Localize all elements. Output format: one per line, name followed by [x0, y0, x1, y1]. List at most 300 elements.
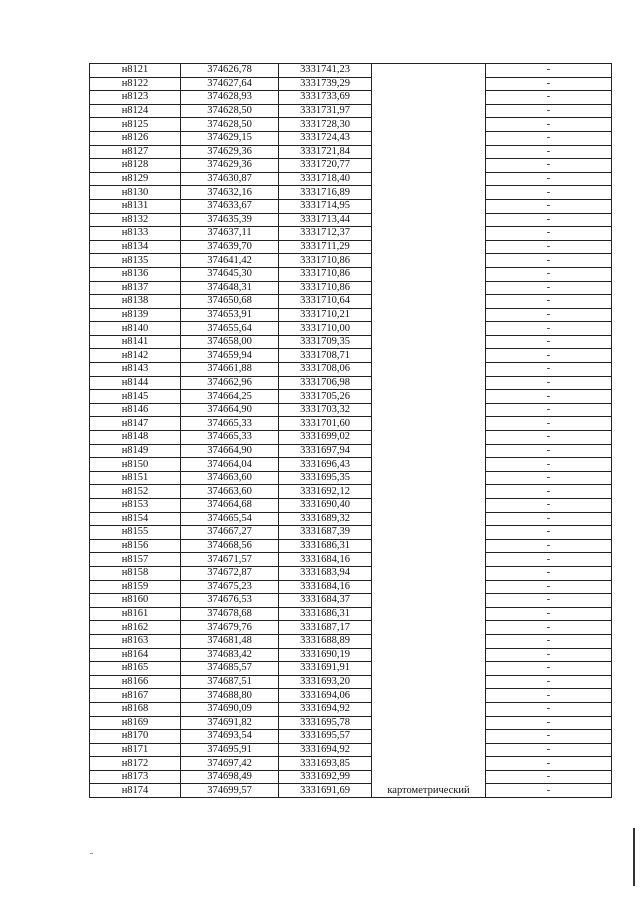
method-cell [372, 594, 486, 608]
accuracy-cell: - [486, 281, 612, 295]
method-cell [372, 295, 486, 309]
y-coordinate-cell: 3331692,12 [279, 485, 372, 499]
accuracy-cell: - [486, 458, 612, 472]
table-row [90, 716, 612, 730]
y-coordinate-cell: 3331710,86 [279, 267, 372, 281]
table-row [90, 213, 612, 227]
x-coordinate-cell: 374650,68 [181, 295, 279, 309]
method-cell [372, 403, 486, 417]
y-coordinate-cell: 3331686,31 [279, 607, 372, 621]
x-coordinate-cell: 374661,88 [181, 363, 279, 377]
table-row [90, 512, 612, 526]
method-cell [372, 64, 486, 78]
method-cell [372, 580, 486, 594]
method-cell [372, 376, 486, 390]
accuracy-cell: - [486, 376, 612, 390]
table-row [90, 580, 612, 594]
accuracy-cell: - [486, 716, 612, 730]
point-name-cell: н8133 [90, 227, 181, 241]
accuracy-cell: - [486, 594, 612, 608]
table-row [90, 91, 612, 105]
y-coordinate-cell: 3331716,89 [279, 186, 372, 200]
y-coordinate-cell: 3331684,16 [279, 553, 372, 567]
point-name-cell: н8125 [90, 118, 181, 132]
x-coordinate-cell: 374671,57 [181, 553, 279, 567]
table-row [90, 431, 612, 445]
accuracy-cell: - [486, 349, 612, 363]
method-cell [372, 621, 486, 635]
x-coordinate-cell: 374676,53 [181, 594, 279, 608]
accuracy-cell: - [486, 417, 612, 431]
point-name-cell: н8130 [90, 186, 181, 200]
x-coordinate-cell: 374668,56 [181, 539, 279, 553]
point-name-cell: н8171 [90, 743, 181, 757]
point-name-cell: н8159 [90, 580, 181, 594]
point-name-cell: н8150 [90, 458, 181, 472]
point-name-cell: н8164 [90, 648, 181, 662]
point-name-cell: н8165 [90, 662, 181, 676]
x-coordinate-cell: 374629,36 [181, 145, 279, 159]
method-cell [372, 186, 486, 200]
page-edge-mark [633, 828, 635, 886]
y-coordinate-cell: 3331687,17 [279, 621, 372, 635]
method-cell [372, 730, 486, 744]
table-row [90, 662, 612, 676]
y-coordinate-cell: 3331708,06 [279, 363, 372, 377]
point-name-cell: н8147 [90, 417, 181, 431]
x-coordinate-cell: 374663,60 [181, 471, 279, 485]
x-coordinate-cell: 374628,93 [181, 91, 279, 105]
point-name-cell: н8157 [90, 553, 181, 567]
x-coordinate-cell: 374697,42 [181, 757, 279, 771]
method-cell [372, 267, 486, 281]
point-name-cell: н8135 [90, 254, 181, 268]
y-coordinate-cell: 3331694,92 [279, 743, 372, 757]
scan-speck [90, 853, 93, 854]
table-row [90, 308, 612, 322]
table-row [90, 485, 612, 499]
x-coordinate-cell: 374690,09 [181, 702, 279, 716]
point-name-cell: н8124 [90, 104, 181, 118]
accuracy-cell: - [486, 186, 612, 200]
y-coordinate-cell: 3331688,89 [279, 634, 372, 648]
y-coordinate-cell: 3331692,99 [279, 770, 372, 784]
x-coordinate-cell: 374678,68 [181, 607, 279, 621]
method-cell [372, 390, 486, 404]
point-name-cell: н8153 [90, 499, 181, 513]
method-cell [372, 512, 486, 526]
method-cell [372, 91, 486, 105]
accuracy-cell: - [486, 91, 612, 105]
x-coordinate-cell: 374659,94 [181, 349, 279, 363]
point-name-cell: н8149 [90, 444, 181, 458]
accuracy-cell: - [486, 784, 612, 798]
accuracy-cell: - [486, 512, 612, 526]
table-row [90, 594, 612, 608]
table-row [90, 77, 612, 91]
table-row [90, 784, 612, 798]
y-coordinate-cell: 3331694,92 [279, 702, 372, 716]
accuracy-cell: - [486, 335, 612, 349]
point-name-cell: н8138 [90, 295, 181, 309]
point-name-cell: н8154 [90, 512, 181, 526]
y-coordinate-cell: 3331683,94 [279, 566, 372, 580]
method-cell [372, 159, 486, 173]
accuracy-cell: - [486, 621, 612, 635]
method-cell [372, 607, 486, 621]
point-name-cell: н8162 [90, 621, 181, 635]
table-row [90, 648, 612, 662]
method-cell [372, 675, 486, 689]
method-cell [372, 499, 486, 513]
x-coordinate-cell: 374695,91 [181, 743, 279, 757]
method-cell [372, 213, 486, 227]
y-coordinate-cell: 3331686,31 [279, 539, 372, 553]
method-cell [372, 335, 486, 349]
table-row [90, 539, 612, 553]
method-cell [372, 566, 486, 580]
accuracy-cell: - [486, 757, 612, 771]
y-coordinate-cell: 3331694,06 [279, 689, 372, 703]
table-row [90, 526, 612, 540]
accuracy-cell: - [486, 648, 612, 662]
x-coordinate-cell: 374663,60 [181, 485, 279, 499]
method-cell [372, 349, 486, 363]
x-coordinate-cell: 374635,39 [181, 213, 279, 227]
table-row [90, 757, 612, 771]
x-coordinate-cell: 374667,27 [181, 526, 279, 540]
point-name-cell: н8127 [90, 145, 181, 159]
table-row [90, 186, 612, 200]
table-row [90, 64, 612, 78]
table-row [90, 349, 612, 363]
y-coordinate-cell: 3331708,71 [279, 349, 372, 363]
accuracy-cell: - [486, 539, 612, 553]
method-cell [372, 553, 486, 567]
point-name-cell: н8170 [90, 730, 181, 744]
accuracy-cell: - [486, 485, 612, 499]
y-coordinate-cell: 3331695,35 [279, 471, 372, 485]
table-row [90, 118, 612, 132]
accuracy-cell: - [486, 471, 612, 485]
table-row [90, 376, 612, 390]
x-coordinate-cell: 374679,76 [181, 621, 279, 635]
method-cell [372, 743, 486, 757]
table-row [90, 471, 612, 485]
y-coordinate-cell: 3331714,95 [279, 199, 372, 213]
accuracy-cell: - [486, 145, 612, 159]
x-coordinate-cell: 374687,51 [181, 675, 279, 689]
method-cell [372, 662, 486, 676]
accuracy-cell: - [486, 295, 612, 309]
point-name-cell: н8132 [90, 213, 181, 227]
method-cell [372, 770, 486, 784]
x-coordinate-cell: 374632,16 [181, 186, 279, 200]
x-coordinate-cell: 374639,70 [181, 240, 279, 254]
y-coordinate-cell: 3331711,29 [279, 240, 372, 254]
table-row [90, 444, 612, 458]
table-row [90, 417, 612, 431]
method-cell [372, 716, 486, 730]
point-name-cell: н8143 [90, 363, 181, 377]
y-coordinate-cell: 3331713,44 [279, 213, 372, 227]
point-name-cell: н8172 [90, 757, 181, 771]
point-name-cell: н8123 [90, 91, 181, 105]
method-cell [372, 417, 486, 431]
accuracy-cell: - [486, 104, 612, 118]
table-row [90, 499, 612, 513]
y-coordinate-cell: 3331701,60 [279, 417, 372, 431]
x-coordinate-cell: 374630,87 [181, 172, 279, 186]
accuracy-cell: - [486, 730, 612, 744]
table-row [90, 363, 612, 377]
y-coordinate-cell: 3331718,40 [279, 172, 372, 186]
point-name-cell: н8167 [90, 689, 181, 703]
x-coordinate-cell: 374672,87 [181, 566, 279, 580]
accuracy-cell: - [486, 363, 612, 377]
table-row [90, 131, 612, 145]
method-cell [372, 131, 486, 145]
method-cell [372, 145, 486, 159]
y-coordinate-cell: 3331695,57 [279, 730, 372, 744]
y-coordinate-cell: 3331712,37 [279, 227, 372, 241]
x-coordinate-cell: 374655,64 [181, 322, 279, 336]
accuracy-cell: - [486, 499, 612, 513]
x-coordinate-cell: 374683,42 [181, 648, 279, 662]
y-coordinate-cell: 3331697,94 [279, 444, 372, 458]
accuracy-cell: - [486, 403, 612, 417]
coordinates-table-body [90, 64, 612, 798]
y-coordinate-cell: 3331728,30 [279, 118, 372, 132]
point-name-cell: н8151 [90, 471, 181, 485]
method-cell [372, 689, 486, 703]
y-coordinate-cell: 3331687,39 [279, 526, 372, 540]
method-cell [372, 322, 486, 336]
accuracy-cell: - [486, 566, 612, 580]
accuracy-cell: - [486, 702, 612, 716]
point-name-cell: н8146 [90, 403, 181, 417]
accuracy-cell: - [486, 254, 612, 268]
point-name-cell: н8144 [90, 376, 181, 390]
x-coordinate-cell: 374662,96 [181, 376, 279, 390]
x-coordinate-cell: 374664,25 [181, 390, 279, 404]
method-cell [372, 240, 486, 254]
table-row [90, 322, 612, 336]
x-coordinate-cell: 374637,11 [181, 227, 279, 241]
y-coordinate-cell: 3331690,40 [279, 499, 372, 513]
point-name-cell: н8122 [90, 77, 181, 91]
y-coordinate-cell: 3331741,23 [279, 64, 372, 78]
table-row [90, 172, 612, 186]
point-name-cell: н8128 [90, 159, 181, 173]
method-cell [372, 172, 486, 186]
accuracy-cell: - [486, 526, 612, 540]
y-coordinate-cell: 3331724,43 [279, 131, 372, 145]
point-name-cell: н8174 [90, 784, 181, 798]
table-row [90, 281, 612, 295]
table-row [90, 566, 612, 580]
method-cell [372, 702, 486, 716]
accuracy-cell: - [486, 267, 612, 281]
table-row [90, 295, 612, 309]
table-row [90, 770, 612, 784]
y-coordinate-cell: 3331689,32 [279, 512, 372, 526]
x-coordinate-cell: 374633,67 [181, 199, 279, 213]
y-coordinate-cell: 3331693,85 [279, 757, 372, 771]
method-cell [372, 118, 486, 132]
table-row [90, 458, 612, 472]
table-row [90, 159, 612, 173]
point-name-cell: н8161 [90, 607, 181, 621]
table-row [90, 689, 612, 703]
table-row [90, 267, 612, 281]
x-coordinate-cell: 374698,49 [181, 770, 279, 784]
x-coordinate-cell: 374688,80 [181, 689, 279, 703]
point-name-cell: н8148 [90, 431, 181, 445]
table-row [90, 634, 612, 648]
x-coordinate-cell: 374629,15 [181, 131, 279, 145]
y-coordinate-cell: 3331706,98 [279, 376, 372, 390]
accuracy-cell: - [486, 662, 612, 676]
method-cell [372, 757, 486, 771]
y-coordinate-cell: 3331699,02 [279, 431, 372, 445]
accuracy-cell: - [486, 118, 612, 132]
method-cell [372, 526, 486, 540]
y-coordinate-cell: 3331710,21 [279, 308, 372, 322]
x-coordinate-cell: 374645,30 [181, 267, 279, 281]
accuracy-cell: - [486, 240, 612, 254]
point-name-cell: н8173 [90, 770, 181, 784]
point-name-cell: н8145 [90, 390, 181, 404]
method-cell: картометрический [372, 784, 486, 798]
method-cell [372, 104, 486, 118]
method-cell [372, 77, 486, 91]
y-coordinate-cell: 3331721,84 [279, 145, 372, 159]
accuracy-cell: - [486, 213, 612, 227]
y-coordinate-cell: 3331710,86 [279, 281, 372, 295]
method-cell [372, 227, 486, 241]
x-coordinate-cell: 374681,48 [181, 634, 279, 648]
method-cell [372, 471, 486, 485]
accuracy-cell: - [486, 553, 612, 567]
accuracy-cell: - [486, 227, 612, 241]
y-coordinate-cell: 3331695,78 [279, 716, 372, 730]
y-coordinate-cell: 3331720,77 [279, 159, 372, 173]
accuracy-cell: - [486, 770, 612, 784]
y-coordinate-cell: 3331733,69 [279, 91, 372, 105]
y-coordinate-cell: 3331684,16 [279, 580, 372, 594]
method-cell [372, 281, 486, 295]
x-coordinate-cell: 374664,68 [181, 499, 279, 513]
y-coordinate-cell: 3331710,86 [279, 254, 372, 268]
point-name-cell: н8156 [90, 539, 181, 553]
method-cell [372, 431, 486, 445]
x-coordinate-cell: 374653,91 [181, 308, 279, 322]
x-coordinate-cell: 374626,78 [181, 64, 279, 78]
accuracy-cell: - [486, 322, 612, 336]
table-row [90, 607, 612, 621]
method-cell [372, 634, 486, 648]
y-coordinate-cell: 3331710,64 [279, 295, 372, 309]
table-row [90, 621, 612, 635]
accuracy-cell: - [486, 308, 612, 322]
point-name-cell: н8131 [90, 199, 181, 213]
table-row [90, 702, 612, 716]
table-row [90, 254, 612, 268]
point-name-cell: н8126 [90, 131, 181, 145]
x-coordinate-cell: 374691,82 [181, 716, 279, 730]
point-name-cell: н8152 [90, 485, 181, 499]
accuracy-cell: - [486, 431, 612, 445]
table-row [90, 145, 612, 159]
table-row [90, 553, 612, 567]
accuracy-cell: - [486, 580, 612, 594]
accuracy-cell: - [486, 390, 612, 404]
accuracy-cell: - [486, 77, 612, 91]
x-coordinate-cell: 374627,64 [181, 77, 279, 91]
table-row [90, 390, 612, 404]
table-row [90, 227, 612, 241]
point-name-cell: н8169 [90, 716, 181, 730]
x-coordinate-cell: 374693,54 [181, 730, 279, 744]
method-cell [372, 308, 486, 322]
method-cell [372, 199, 486, 213]
accuracy-cell: - [486, 675, 612, 689]
method-cell [372, 648, 486, 662]
point-name-cell: н8142 [90, 349, 181, 363]
point-name-cell: н8141 [90, 335, 181, 349]
method-cell [372, 254, 486, 268]
accuracy-cell: - [486, 607, 612, 621]
point-name-cell: н8134 [90, 240, 181, 254]
y-coordinate-cell: 3331705,26 [279, 390, 372, 404]
method-cell [372, 485, 486, 499]
y-coordinate-cell: 3331684,37 [279, 594, 372, 608]
point-name-cell: н8121 [90, 64, 181, 78]
x-coordinate-cell: 374658,00 [181, 335, 279, 349]
table-row [90, 675, 612, 689]
table-row [90, 743, 612, 757]
point-name-cell: н8155 [90, 526, 181, 540]
x-coordinate-cell: 374628,50 [181, 104, 279, 118]
table-row [90, 730, 612, 744]
table-row [90, 199, 612, 213]
x-coordinate-cell: 374628,50 [181, 118, 279, 132]
coordinates-table [89, 63, 612, 798]
x-coordinate-cell: 374665,54 [181, 512, 279, 526]
x-coordinate-cell: 374685,57 [181, 662, 279, 676]
y-coordinate-cell: 3331696,43 [279, 458, 372, 472]
y-coordinate-cell: 3331691,69 [279, 784, 372, 798]
accuracy-cell: - [486, 159, 612, 173]
accuracy-cell: - [486, 199, 612, 213]
point-name-cell: н8129 [90, 172, 181, 186]
table-row [90, 335, 612, 349]
accuracy-cell: - [486, 634, 612, 648]
accuracy-cell: - [486, 444, 612, 458]
x-coordinate-cell: 374675,23 [181, 580, 279, 594]
x-coordinate-cell: 374664,04 [181, 458, 279, 472]
accuracy-cell: - [486, 172, 612, 186]
x-coordinate-cell: 374664,90 [181, 444, 279, 458]
accuracy-cell: - [486, 689, 612, 703]
table-row [90, 104, 612, 118]
method-cell [372, 444, 486, 458]
point-name-cell: н8166 [90, 675, 181, 689]
table-row [90, 403, 612, 417]
method-cell [372, 363, 486, 377]
y-coordinate-cell: 3331739,29 [279, 77, 372, 91]
